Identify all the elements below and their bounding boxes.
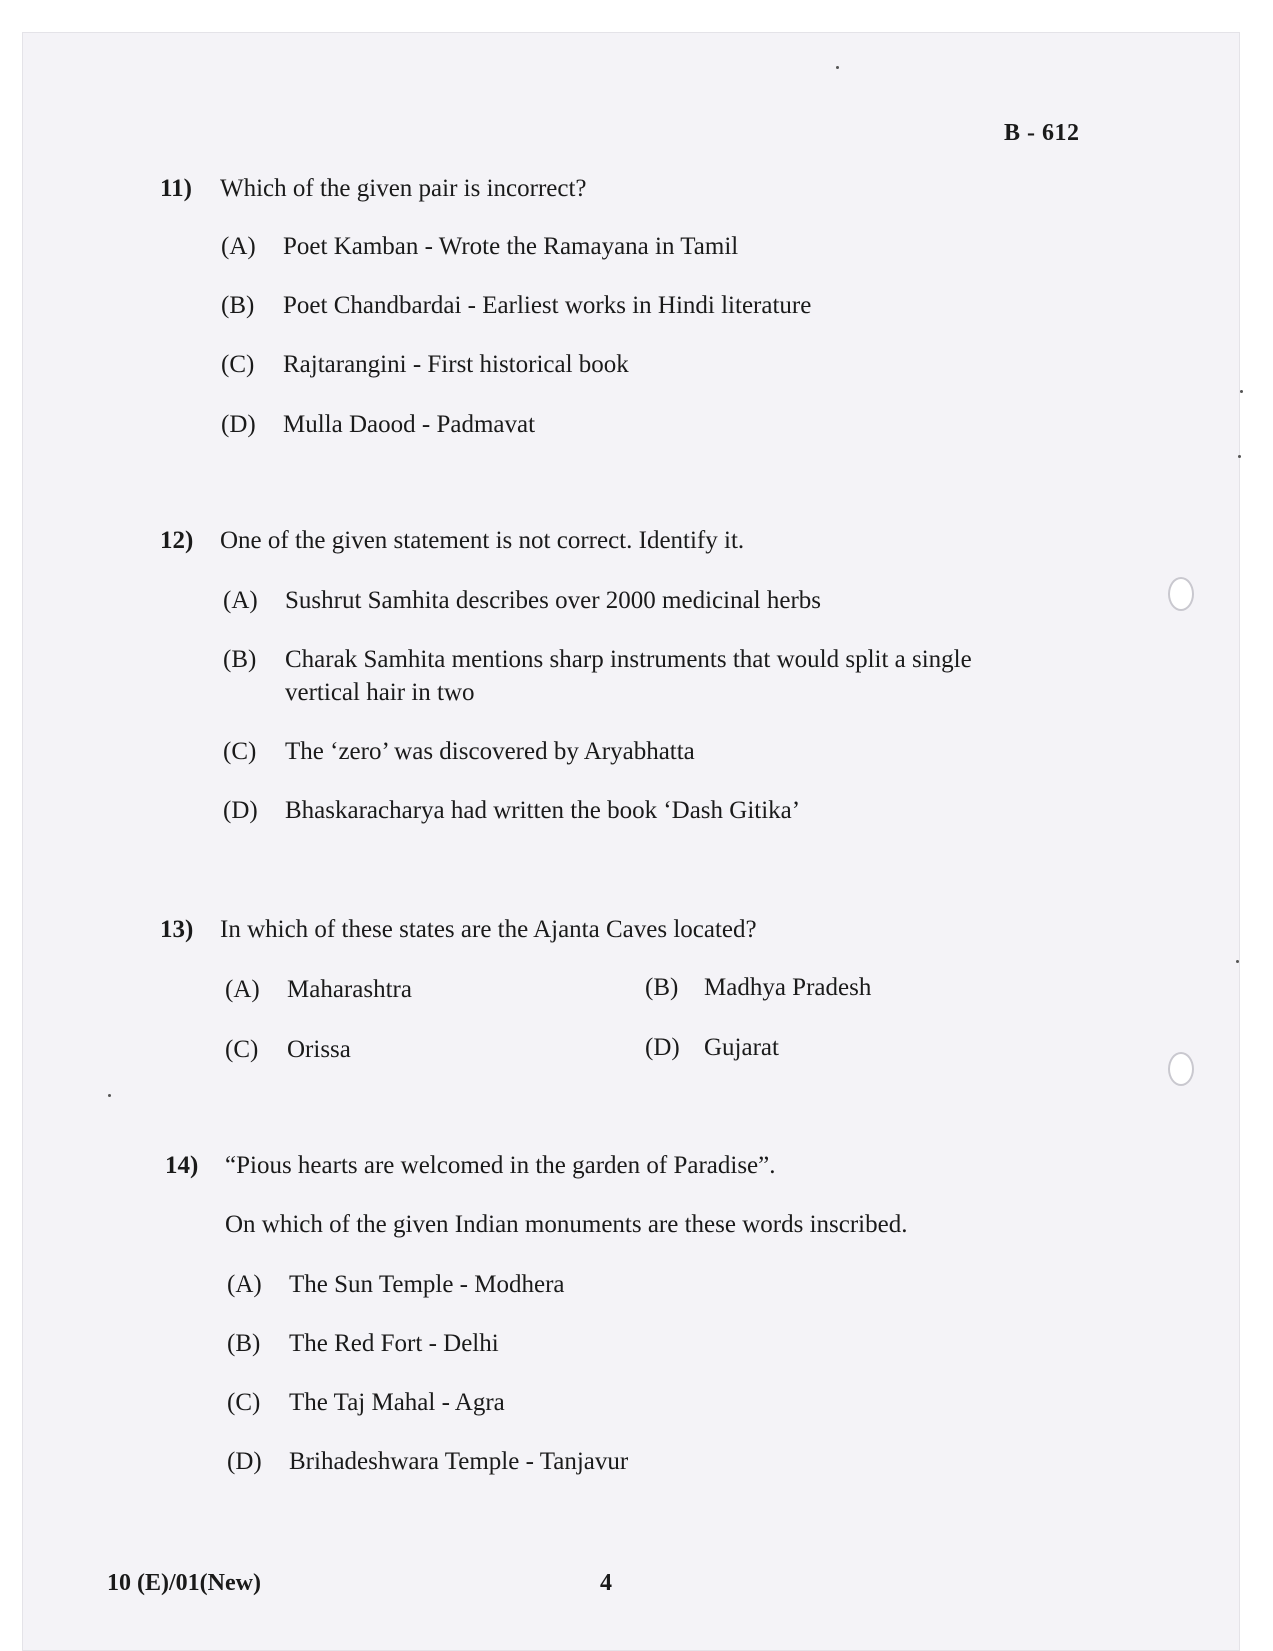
page-number: 4 [600, 1570, 612, 1596]
question-13 [160, 915, 1060, 945]
option-text: The Red Fort - Delhi [289, 1330, 499, 1357]
question-14 [165, 1151, 1065, 1181]
option-letter: (C) [227, 1389, 261, 1416]
option-letter: (A) [223, 587, 258, 614]
option-text: Maharashtra [287, 976, 412, 1003]
option-letter: (D) [227, 1448, 262, 1475]
question-11 [160, 174, 1060, 204]
option-letter: (A) [221, 233, 256, 260]
scan-speck [1240, 390, 1243, 393]
paper-code-footer: 10 (E)/01(New) [107, 1570, 261, 1596]
question-text: In which of these states are the Ajanta Caves located? [220, 916, 757, 943]
scan-speck [108, 1094, 111, 1097]
option-text: The Sun Temple - Modhera [289, 1271, 565, 1298]
option-text: Gujarat [704, 1034, 779, 1061]
option-letter: (C) [221, 351, 255, 378]
option-text: Rajtarangini - First historical book [283, 351, 629, 378]
option-letter: (D) [221, 411, 256, 438]
option-text: Bhaskaracharya had written the book ‘Dash Gitika’ [285, 797, 801, 824]
option-letter: (C) [223, 738, 257, 765]
punch-hole-lower [1168, 1052, 1194, 1086]
question-text: “Pious hearts are welcomed in the garden of Paradise”. [225, 1152, 776, 1179]
question-subtext: On which of the given Indian monuments are these words inscribed. [225, 1211, 908, 1238]
option-letter: (D) [645, 1034, 680, 1061]
scan-speck [1236, 960, 1239, 963]
option-text: The ‘zero’ was discovered by Aryabhatta [285, 738, 695, 765]
option-text: Brihadeshwara Temple - Tanjavur [289, 1448, 629, 1475]
option-text: Sushrut Samhita describes over 2000 medicinal herbs [285, 587, 821, 614]
option-letter: (B) [221, 292, 255, 319]
paper-code-top: B - 612 [1004, 120, 1080, 146]
scan-speck [836, 66, 839, 69]
question-number: 13) [160, 916, 194, 943]
question-text: One of the given statement is not correct. Identify it. [220, 527, 745, 554]
option-letter: (B) [645, 974, 679, 1001]
option-letter: (D) [223, 797, 258, 824]
question-text: Which of the given pair is incorrect? [220, 175, 587, 202]
option-letter: (C) [225, 1036, 259, 1063]
scan-speck [1238, 455, 1241, 458]
option-letter: (B) [227, 1330, 261, 1357]
option-text: Poet Kamban - Wrote the Ramayana in Tamil [283, 233, 739, 260]
option-letter: (A) [225, 976, 260, 1003]
option-letter: (A) [227, 1271, 262, 1298]
option-text: Orissa [287, 1036, 351, 1063]
question-12 [160, 526, 1060, 556]
option-text: Charak Samhita mentions sharp instruments that would split a single vertical hair in two [285, 646, 972, 706]
punch-hole-upper [1168, 577, 1194, 611]
question-number: 11) [160, 175, 192, 202]
option-text: The Taj Mahal - Agra [289, 1389, 505, 1416]
question-number: 14) [165, 1152, 199, 1179]
option-text: Mulla Daood - Padmavat [283, 411, 536, 438]
question-number: 12) [160, 527, 194, 554]
option-text: Madhya Pradesh [704, 974, 872, 1001]
option-letter: (B) [223, 646, 257, 673]
option-text: Poet Chandbardai - Earliest works in Hindi literature [283, 292, 812, 319]
